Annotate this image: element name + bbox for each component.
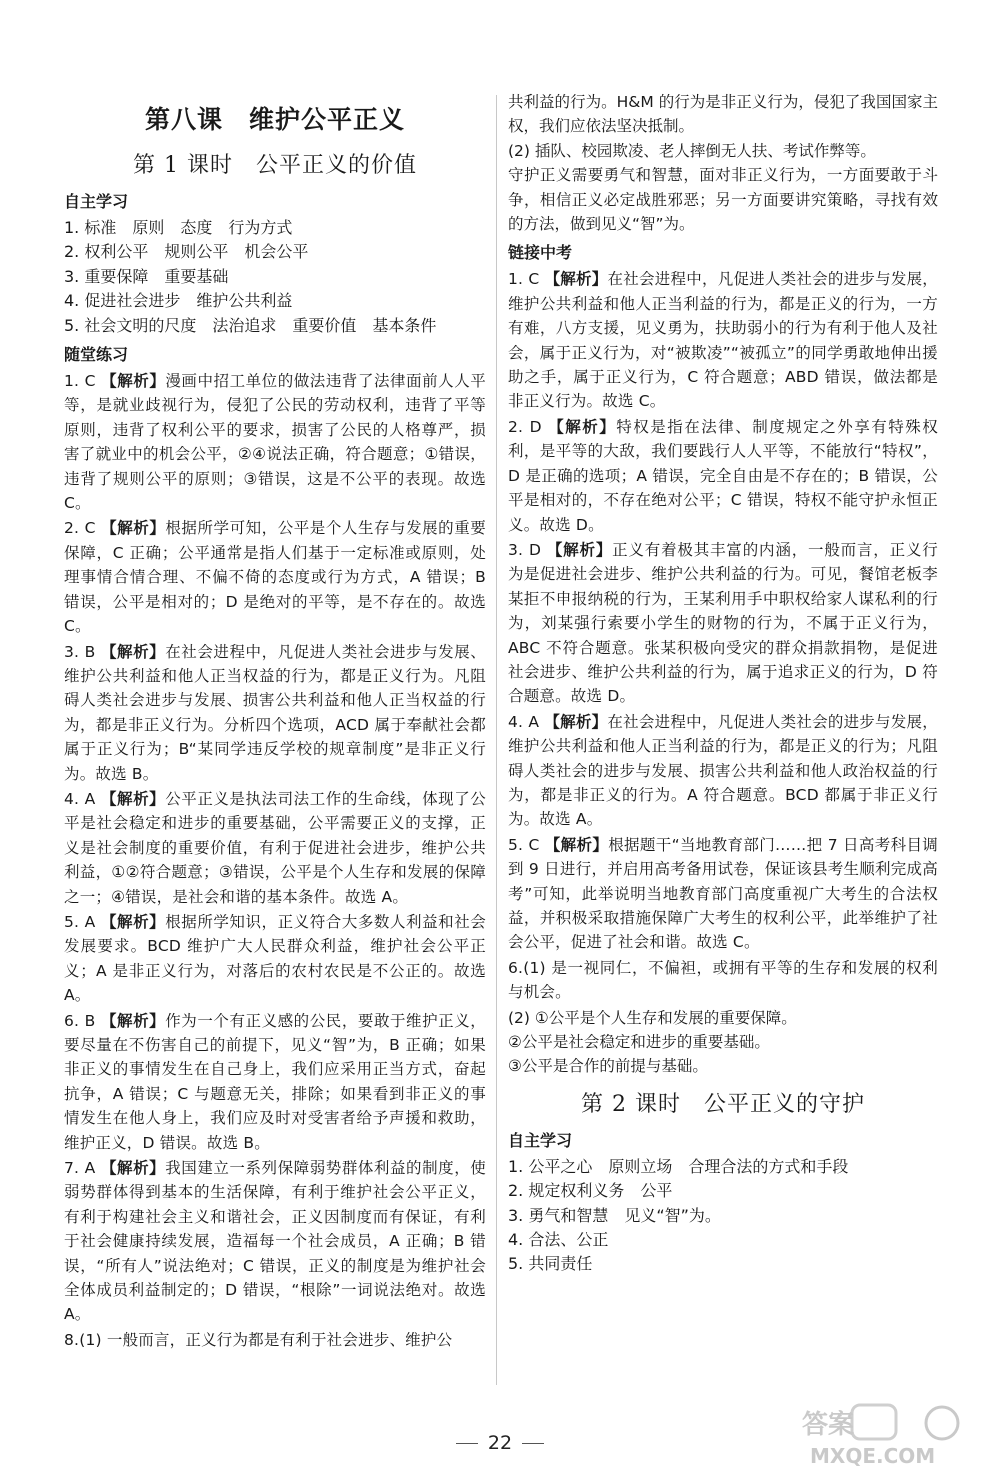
answer-number: 3. D xyxy=(508,540,542,559)
answer-text: 在社会进程中，凡促进人类社会的进步与发展，维护公共利益和他人正当利益的行为，都是正义的行为；凡阻碍人类社会的进步与发展、损害公共利益和他人政治权益的行为，都是非正义的行为。A 符合题意。BCD 都属于非正义行为。故选 A。 xyxy=(508,712,938,829)
exam-sub-answer: ②公平是社会稳定和进步的重要基础。 xyxy=(508,1033,770,1052)
answer-text: (1) 是一视同仁，不偏袒，或拥有平等的生存和发展的权利与机会。 xyxy=(508,958,938,1002)
analysis-tag: 【解析】 xyxy=(101,1011,166,1030)
exam-answer xyxy=(508,267,938,413)
self-study-item: 5. 社会文明的尺度 法治追求 重要价值 基本条件 xyxy=(64,315,437,335)
page-number-dash-left xyxy=(456,1443,478,1444)
answer-number: 1. C xyxy=(64,372,96,391)
svg-text:答案: 答案 xyxy=(802,1410,855,1440)
section-head-self-study-2: 自主学习 xyxy=(508,1130,573,1150)
page-number-value: 22 xyxy=(487,1432,513,1454)
right-column xyxy=(508,90,938,1277)
self-study-item: 2. 规定权利义务 公平 xyxy=(508,1181,673,1201)
answer-text: (1) 一般而言，正义行为都是有利于社会进步、维护公 xyxy=(79,1330,453,1349)
analysis-tag: 【解析】 xyxy=(101,372,166,391)
answer-number: 6. xyxy=(508,958,524,977)
analysis-tag: 【解析】 xyxy=(544,270,608,289)
answer-number: 7. A xyxy=(64,1159,96,1178)
analysis-tag: 【解析】 xyxy=(101,519,166,538)
answer-text: 作为一个有正义感的公民，要敢于维护正义，要尽量在不伤害自己的前提下，见义“智”为，B 正确；如果非正义的事情发生在自己身上，我们应采用正当方式，奋起抗争，A 错误；C 与题意无关，排除；如果看到非正义的事情发生在他人身上，我们应及时对受害者给予声援和救助，维护正义，D 错误。故选 B。 xyxy=(64,1011,486,1152)
answer-text: 正义有着极其丰富的内涵，一般而言，正义行为是促进社会进步、维护公共利益的行为。可见，餐馆老板李某拒不申报纳税的行为，王某利用手中职权给家人谋私利的行为，刘某强行索要小学生的财物的行为，不属于正义行为，ABC 不符合题意。张某积极向受灾的群众捐款捐物，是促进社会进步、维护公共利益的行为，属于追求正义的行为，D 符合题意。故选 D。 xyxy=(508,540,938,706)
practice-answer xyxy=(64,369,486,515)
analysis-tag: 【解析】 xyxy=(544,712,608,731)
answer-text: 根据所学可知，公平是个人生存与发展的重要保障，C 正确；公平通常是指人们基于一定标准或原则，处理事情合情合理、不偏不倚的态度或行为方式，A 错误；B 错误，公平是相对的；D 是绝对的平等，是不存在的。故选 C。 xyxy=(64,519,486,636)
page-number-dash-right xyxy=(522,1443,544,1444)
period-1-title: 第 1 课时 公平正义的价值 xyxy=(133,153,417,178)
self-study-item: 1. 公平之心 原则立场 合理合法的方式和手段 xyxy=(508,1156,849,1176)
column-divider xyxy=(496,95,497,1385)
self-study-item: 2. 权利公平 规则公平 机会公平 xyxy=(64,242,309,262)
practice-answer xyxy=(64,1156,486,1327)
section-head-self-study: 自主学习 xyxy=(64,192,129,211)
analysis-tag: 【解析】 xyxy=(548,417,617,436)
self-study-item: 4. 促进社会进步 维护公共利益 xyxy=(64,291,293,311)
exam-answer xyxy=(508,956,938,1005)
answer-number: 6. B xyxy=(64,1011,96,1030)
answer-number: 1. C xyxy=(508,270,540,289)
answer-text: 在社会进程中，凡促进人类社会进步与发展、维护公共利益和他人正当权益的行为，都是正义行为。凡阻碍人类社会进步与发展、损害公共利益和他人正当权益的行为，都是非正义行为。分析四个选项，ACD 属于奉献社会都属于正义行为；B“某同学违反学校的规章制度”是非正义行为。故选 B。 xyxy=(64,642,486,783)
analysis-tag: 【解析】 xyxy=(100,912,166,931)
analysis-tag: 【解析】 xyxy=(100,1159,166,1178)
lesson-title: 第八课 维护公平正义 xyxy=(144,105,405,134)
answer-number: 4. A xyxy=(508,712,540,731)
answer-text: 漫画中招工单位的做法违背了法律面前人人平等，是就业歧视行为，侵犯了公民的劳动权利，违背了平等原则，违背了权利公平的要求，损害了公民的人格尊严，损害了就业中的机会公平，②④说法正确，符合题意；①错误，违背了规则公平的原则；③错误，这是不公平的表现。故选 C。 xyxy=(64,372,486,513)
exam-answer xyxy=(508,415,938,537)
answer-number: 5. C xyxy=(508,835,540,854)
self-study-item: 3. 勇气和智慧 见义“智”为。 xyxy=(508,1205,721,1225)
self-study-item: 4. 合法、公正 xyxy=(508,1230,609,1250)
practice-answer xyxy=(64,787,486,909)
continued-answer: 守护正义需要勇气和智慧，面对非正义行为，一方面要敢于斗争，相信正义必定战胜邪恶；另一方面要讲究策略，寻找有效的方法，做到见义“智”为。 xyxy=(508,166,938,234)
answer-number: 2. C xyxy=(64,519,96,538)
self-study-item: 3. 重要保障 重要基础 xyxy=(64,266,229,286)
answer-text: 根据所学知识，正义符合大多数人利益和社会发展要求。BCD 维护广大人民群众利益，维护社会公平正义；A 是非正义行为，对落后的农村农民是不公正的。故选 A。 xyxy=(64,912,486,1005)
practice-answer xyxy=(64,910,486,1008)
practice-answer xyxy=(64,1009,486,1155)
svg-text:MXQE.COM: MXQE.COM xyxy=(810,1444,936,1467)
analysis-tag: 【解析】 xyxy=(544,835,609,854)
watermark-logo xyxy=(792,1403,982,1467)
self-study-item: 1. 标准 原则 态度 行为方式 xyxy=(64,218,293,237)
analysis-tag: 【解析】 xyxy=(101,642,166,661)
answer-number: 5. A xyxy=(64,912,96,931)
answer-number: 3. B xyxy=(64,642,96,661)
section-head-exam-link: 链接中考 xyxy=(508,243,573,263)
answer-text: 特权是指在法律、制度规定之外享有特殊权利，是平等的大敌，我们要践行人人平等，不能放行“特权”，D 是正确的选项；A 错误，完全自由是不存在的；B 错误，公平是相对的，不存在绝对公平；C 错误，特权不能守护永恒正义。故选 D。 xyxy=(508,417,938,534)
period-2-title: 第 2 课时 公平正义的守护 xyxy=(581,1091,865,1117)
practice-answer xyxy=(64,1328,486,1352)
section-head-practice: 随堂练习 xyxy=(64,345,129,365)
exam-answer xyxy=(508,833,938,955)
answer-text: 在社会进程中，凡促进人类社会的进步与发展，维护公共利益和他人正当利益的行为，都是正义的行为，一方有难，八方支援，见义勇为，扶助弱小的行为有利于他人及社会，属于正义行为，对“被欺凌”“被孤立”的同学勇敢地伸出援助之手，属于正义行为，C 符合题意；ABD 错误，做法都是非正义行为。故选 C。 xyxy=(508,270,939,411)
analysis-tag: 【解析】 xyxy=(546,540,613,559)
analysis-tag: 【解析】 xyxy=(100,789,166,808)
answer-text: 我国建立一系列保障弱势群体利益的制度，使弱势群体得到基本的生活保障，有利于维护社会公平正义，有利于构建社会主义和谐社会，正义因制度而有保证，有利于社会健康持续发展，造福每一个社会成员，A 正确；B 错误，“所有人”说法绝对；C 错误，正义的制度是为维护社会全体成员利益制定的；D 错误，“根除”一词说法绝对。故选 A。 xyxy=(64,1159,486,1324)
answer-number: 2. D xyxy=(508,417,542,436)
self-study-item: 5. 共同责任 xyxy=(508,1254,593,1274)
practice-answer xyxy=(64,640,486,786)
exam-sub-answer: ③公平是合作的前提与基础。 xyxy=(508,1057,708,1076)
left-column xyxy=(64,92,486,1353)
exam-sub-answer: (2) ①公平是个人生存和发展的重要保障。 xyxy=(508,1008,797,1027)
answer-number: 8. xyxy=(64,1330,80,1349)
practice-answer xyxy=(64,516,486,638)
answer-number: 4. A xyxy=(64,789,96,808)
exam-answer xyxy=(508,710,938,832)
exam-answer xyxy=(508,538,938,709)
continued-answer: (2) 插队、校园欺凌、老人摔倒无人扶、考试作弊等。 xyxy=(508,141,876,160)
continued-answer: 共利益的行为。H&M 的行为是非正义行为，侵犯了我国国家主权，我们应依法坚决抵制。 xyxy=(508,93,938,136)
answer-text: 公平正义是执法司法工作的生命线，体现了公平是社会稳定和进步的重要基础，公平需要正义的支撑，正义是社会制度的重要价值，有利于促进社会进步，维护公共利益，①②符合题意；③错误，公平是个人生存和发展的保障之一；④错误，是社会和谐的基本条件。故选 A。 xyxy=(64,789,486,906)
answer-text: 根据题干“当地教育部门……把 7 日高考科目调到 9 日进行，并启用高考备用试卷，保证该县考生顺利完成高考”可知，此举说明当地教育部门高度重视广大考生的合法权益，并积极采取措施保障广大考生的权利公平，此举维护了社会公平，促进了社会和谐。故选 C。 xyxy=(508,835,938,952)
